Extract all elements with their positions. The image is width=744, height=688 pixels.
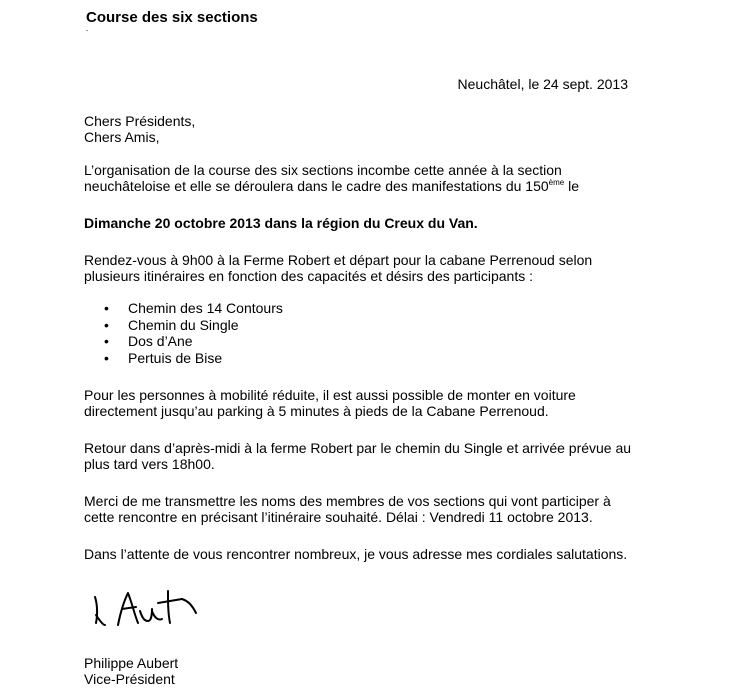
salutation-line-1: Chers Présidents, (84, 113, 196, 129)
intro-line-2-end: le (564, 178, 579, 194)
intro-line-2-text: neuchâteloise et elle se déroulera dans le cadre des manifestations du 150 (84, 178, 549, 194)
place-date: Neuchâtel, le 24 sept. 2013 (457, 76, 628, 92)
intro-line-2 (84, 178, 579, 195)
return-line-2: plus tard vers 18h00. (84, 456, 215, 472)
salutation-line-2: Chers Amis, (84, 129, 160, 145)
event-date: Dimanche 20 octobre 2013 dans la région du Creux du Van. (84, 215, 478, 231)
list-item: • Dos d’Ane (104, 333, 283, 350)
request-line-2: cette rencontre en précisant l’itinéraire souhaité. Délai : Vendredi 11 octobre 2013. (84, 509, 593, 525)
return-line-1: Retour dans d’après-midi à la ferme Robert par le chemin du Single et arrivée prévue au (84, 440, 632, 456)
route-list (104, 300, 283, 366)
list-item: • Pertuis de Bise (104, 350, 283, 367)
request-line-1: Merci de me transmettre les noms des membres de vos sections qui vont participer à (84, 493, 611, 509)
mobility-line-1: Pour les personnes à mobilité réduite, il est aussi possible de monter en voiture (84, 387, 576, 403)
header-mark (86, 30, 88, 31)
ordinal-superscript: ème (548, 178, 565, 187)
signatory-name: Philippe Aubert (84, 655, 179, 671)
list-item: • Chemin des 14 Contours (104, 300, 283, 317)
intro-line-1: L’organisation de la course des six sections incombe cette année à la section (84, 162, 562, 178)
closing-line: Dans l’attente de vous rencontrer nombreux, je vous adresse mes cordiales salutations. (84, 546, 628, 562)
letter-title: Course des six sections (86, 9, 258, 26)
meeting-line-1: Rendez-vous à 9h00 à la Ferme Robert et départ pour la cabane Perrenoud selon (84, 252, 593, 268)
list-item: • Chemin du Single (104, 317, 283, 334)
mobility-line-2: directement jusqu’au parking à 5 minutes à pieds de la Cabane Perrenoud. (84, 403, 549, 419)
meeting-line-2: plusieurs itinéraires en fonction des capacités et désirs des participants : (84, 268, 534, 284)
handwritten-signature (88, 585, 218, 635)
signatory-role: Vice-Président (84, 671, 175, 687)
